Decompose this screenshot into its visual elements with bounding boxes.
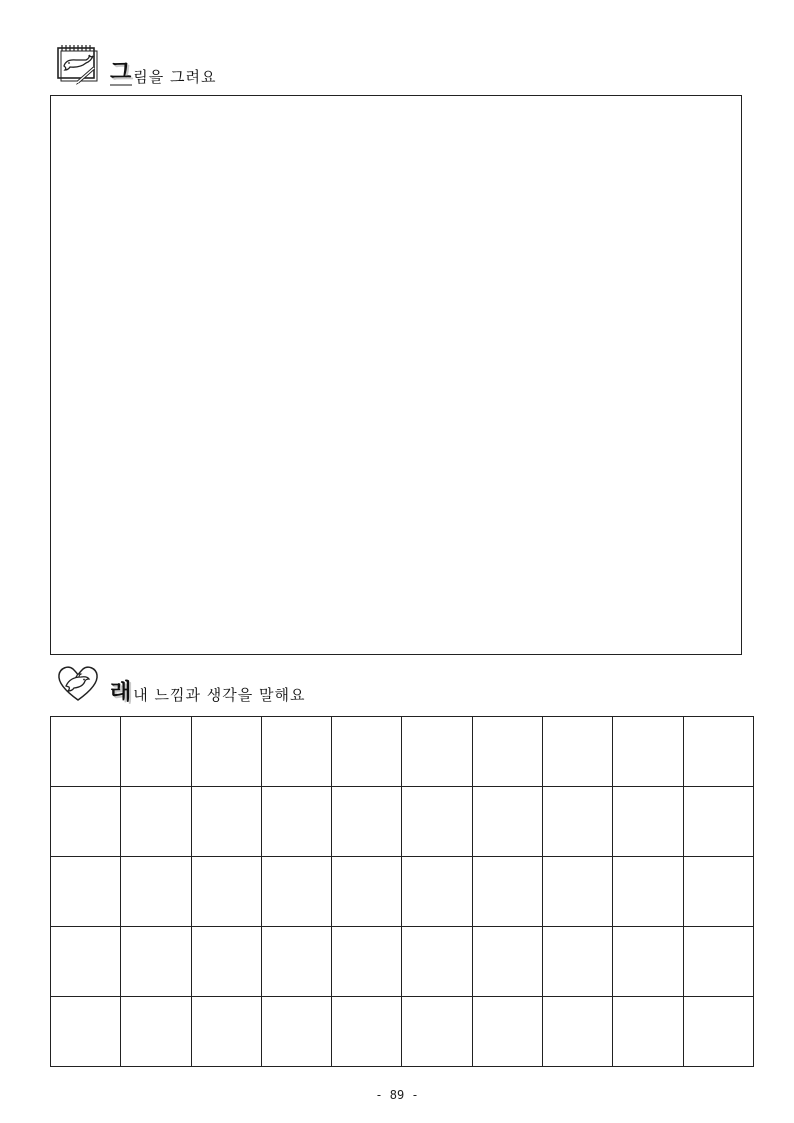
grid-cell[interactable] xyxy=(472,787,542,857)
dolphin-heart-icon xyxy=(56,662,100,708)
grid-cell[interactable] xyxy=(332,997,402,1067)
grid-cell[interactable] xyxy=(472,927,542,997)
grid-cell[interactable] xyxy=(543,927,613,997)
drawing-title-rest: 림을 그려요 xyxy=(133,68,217,86)
grid-cell[interactable] xyxy=(261,927,331,997)
grid-cell[interactable] xyxy=(121,927,191,997)
grid-cell[interactable] xyxy=(332,927,402,997)
grid-cell[interactable] xyxy=(191,857,261,927)
grid-cell[interactable] xyxy=(472,857,542,927)
drawing-area[interactable] xyxy=(50,95,742,655)
grid-cell[interactable] xyxy=(191,927,261,997)
page-number: - 89 - xyxy=(375,1088,419,1102)
grid-row xyxy=(51,997,754,1067)
drawing-title-initial: 그 xyxy=(110,60,133,85)
grid-cell[interactable] xyxy=(402,857,472,927)
grid-cell[interactable] xyxy=(543,857,613,927)
grid-cell[interactable] xyxy=(121,997,191,1067)
grid-cell[interactable] xyxy=(51,717,121,787)
grid-cell[interactable] xyxy=(472,717,542,787)
grid-cell[interactable] xyxy=(683,857,753,927)
writing-grid xyxy=(50,716,754,1067)
grid-cell[interactable] xyxy=(261,787,331,857)
grid-cell[interactable] xyxy=(683,997,753,1067)
grid-row xyxy=(51,857,754,927)
grid-cell[interactable] xyxy=(683,927,753,997)
grid-cell[interactable] xyxy=(51,997,121,1067)
grid-cell[interactable] xyxy=(261,857,331,927)
grid-cell[interactable] xyxy=(543,997,613,1067)
writing-title-initial: 래 xyxy=(110,680,133,705)
grid-cell[interactable] xyxy=(402,787,472,857)
grid-cell[interactable] xyxy=(613,927,683,997)
grid-cell[interactable] xyxy=(261,997,331,1067)
writing-section-title xyxy=(110,682,305,704)
grid-cell[interactable] xyxy=(191,717,261,787)
grid-cell[interactable] xyxy=(613,717,683,787)
grid-cell[interactable] xyxy=(51,927,121,997)
grid-cell[interactable] xyxy=(402,997,472,1067)
grid-cell[interactable] xyxy=(402,927,472,997)
grid-cell[interactable] xyxy=(472,997,542,1067)
grid-cell[interactable] xyxy=(613,787,683,857)
grid-cell[interactable] xyxy=(51,787,121,857)
grid-cell[interactable] xyxy=(261,717,331,787)
writing-title-rest: 내 느낌과 생각을 말해요 xyxy=(133,686,306,704)
grid-cell[interactable] xyxy=(332,717,402,787)
grid-cell[interactable] xyxy=(543,717,613,787)
writing-section-heading xyxy=(56,662,305,708)
grid-cell[interactable] xyxy=(191,787,261,857)
grid-cell[interactable] xyxy=(332,787,402,857)
grid-cell[interactable] xyxy=(683,787,753,857)
drawing-section-title xyxy=(110,62,216,86)
grid-cell[interactable] xyxy=(543,787,613,857)
grid-cell[interactable] xyxy=(121,717,191,787)
whale-drawing-pad-icon xyxy=(56,44,100,90)
grid-cell[interactable] xyxy=(683,717,753,787)
grid-cell[interactable] xyxy=(613,857,683,927)
grid-cell[interactable] xyxy=(121,787,191,857)
grid-cell[interactable] xyxy=(613,997,683,1067)
grid-row xyxy=(51,787,754,857)
grid-cell[interactable] xyxy=(191,997,261,1067)
drawing-section-heading xyxy=(56,44,216,90)
grid-cell[interactable] xyxy=(402,717,472,787)
grid-cell[interactable] xyxy=(332,857,402,927)
grid-row xyxy=(51,927,754,997)
grid-cell[interactable] xyxy=(51,857,121,927)
grid-row xyxy=(51,717,754,787)
grid-cell[interactable] xyxy=(121,857,191,927)
